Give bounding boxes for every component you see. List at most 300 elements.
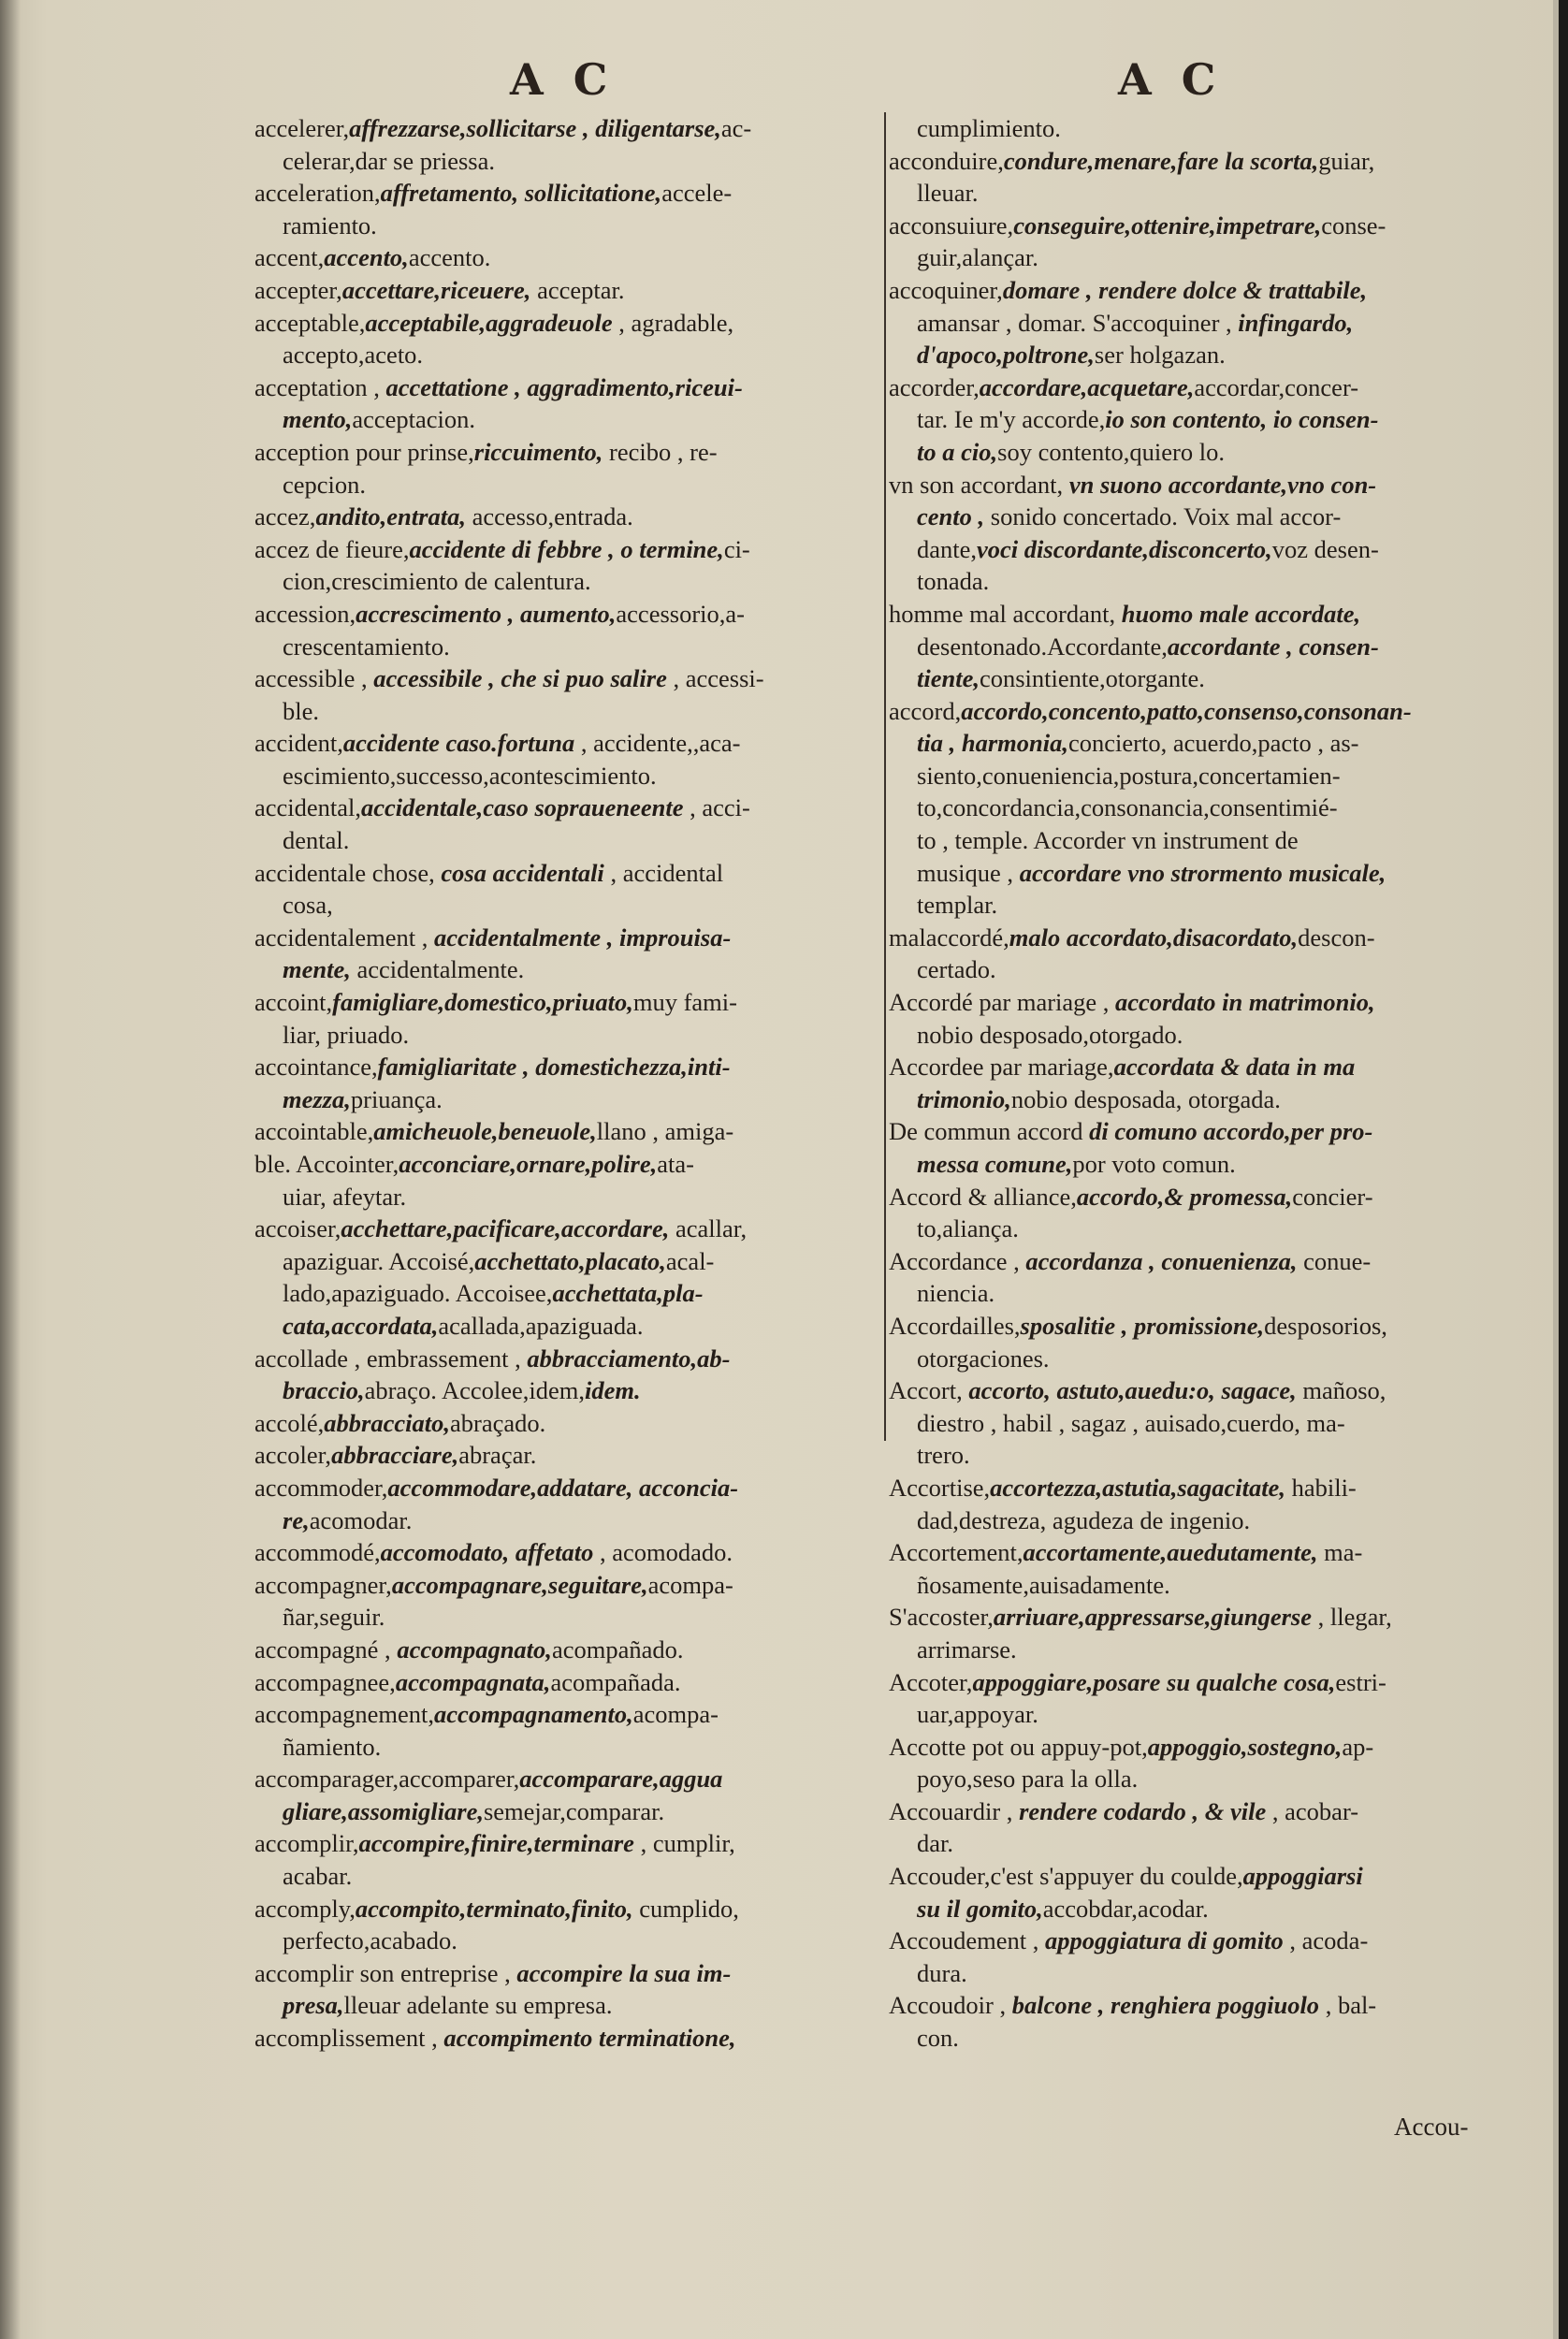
entry-text: acceptacion. (352, 405, 476, 434)
text-line (889, 1310, 1502, 1343)
entry-text: por voto comun. (1072, 1150, 1236, 1178)
entry-text: consintiente,otorgante. (979, 664, 1205, 693)
text-line (889, 1374, 1502, 1407)
text-line (889, 857, 1502, 890)
entry-text: cepcion. (283, 470, 367, 499)
entry-text: ap- (1342, 1732, 1374, 1761)
entry-text: mañoso, (1296, 1376, 1387, 1405)
text-line (254, 857, 881, 890)
italian-gloss: accordato in matrimonio, (1115, 988, 1375, 1017)
italian-gloss: accortamente,auedutamente, (1023, 1538, 1318, 1567)
entry-text: con. (917, 2024, 959, 2053)
italian-gloss: su il gomito, (917, 1894, 1043, 1923)
italian-gloss: acconciare,ornare,polire, (399, 1150, 658, 1178)
italian-gloss: cento , (917, 502, 985, 531)
italian-gloss: affrezzarse,sollicitarse , diligentarse, (349, 114, 721, 142)
entry-text: lado,apaziguado. Accoisee, (283, 1279, 553, 1308)
entry-text: accommodé, (254, 1538, 381, 1567)
entry-text: , agradable, (612, 308, 734, 337)
entry-text: dar. (917, 1829, 953, 1858)
entry-text: accomplissement , (254, 2024, 444, 2053)
italian-gloss: famigliare,domestico,priuato, (332, 988, 633, 1017)
text-line (254, 2022, 881, 2055)
entry-text: sonido concertado. Voix mal accor- (984, 502, 1342, 531)
entry-text: nobio desposado,otorgado. (917, 1020, 1183, 1049)
entry-text: accomplir, (254, 1829, 359, 1858)
italian-gloss: arriuare,appressarse,giungerse (993, 1603, 1313, 1632)
text-line (254, 1051, 881, 1083)
italian-gloss: appoggiare,posare su qualche cosa, (972, 1667, 1336, 1696)
italian-gloss: abbracciamento,ab- (527, 1344, 731, 1373)
italian-gloss: accidentale,caso sopraueneente (361, 793, 684, 822)
text-line (889, 436, 1502, 469)
text-line (889, 1407, 1502, 1440)
text-line (254, 1310, 881, 1343)
entry-text: nobio desposada, otorgada. (1010, 1084, 1281, 1113)
italian-gloss: d'apoco,poltrone, (917, 341, 1095, 370)
text-line (889, 2022, 1502, 2055)
italian-gloss: acchettare,pacificare,accordare, (341, 1214, 670, 1243)
italian-gloss: accortezza,astutia,sagacitate, (990, 1473, 1285, 1502)
entry-text: dad,destreza, agudeza de ingenio. (917, 1505, 1251, 1534)
italian-gloss: trimonio, (917, 1084, 1011, 1113)
entry-text: acabar. (283, 1862, 353, 1891)
entry-text: accident, (254, 729, 343, 758)
text-line (889, 1763, 1502, 1795)
gutter-shadow (0, 0, 21, 2339)
entry-text: conse- (1321, 211, 1387, 240)
entry-text: perfecto,acabado. (283, 1926, 457, 1955)
entry-text: accoint, (254, 988, 333, 1017)
italian-gloss: acchettata,pla- (552, 1279, 704, 1308)
entry-text: liar, priuado. (283, 1020, 410, 1049)
text-line (254, 1439, 881, 1472)
text-line (889, 631, 1502, 663)
text-line (889, 307, 1502, 340)
entry-text: accompagnee, (254, 1667, 396, 1696)
entry-text: ble. Accointer, (254, 1150, 399, 1178)
italian-gloss: accidente di febbre , o termine, (409, 534, 724, 563)
text-line (254, 1115, 881, 1148)
italian-gloss: tiente, (917, 664, 980, 693)
text-line (889, 177, 1502, 210)
entry-text: soy contento,quiero lo. (997, 437, 1225, 466)
italian-gloss: to a cio, (917, 437, 998, 466)
text-line (889, 1795, 1502, 1828)
text-line (254, 1374, 881, 1407)
text-line (254, 922, 881, 954)
entry-text: Accoudoir , (889, 1991, 1012, 2020)
entry-text: accommoder, (254, 1473, 388, 1502)
entry-text: acomodar. (309, 1505, 413, 1534)
entry-text: arrimarse. (917, 1634, 1017, 1663)
running-head-right: A C (1118, 54, 1224, 105)
text-line (254, 824, 881, 857)
entry-text: acceleration, (254, 179, 381, 208)
italian-gloss: accorto, astuto,auedu:o, sagace, (968, 1376, 1297, 1405)
italian-gloss: accompagnato, (397, 1634, 552, 1663)
text-line (889, 1698, 1502, 1731)
entry-text: Accordé par mariage , (889, 988, 1116, 1017)
text-line (889, 695, 1502, 728)
entry-text: cion,crescimiento de calentura. (283, 567, 591, 596)
running-head-left: A C (510, 54, 616, 105)
italian-gloss: accompito,terminato,finito, (355, 1894, 633, 1923)
entry-text: accointable, (254, 1117, 374, 1146)
entry-text: , llegar, (1312, 1603, 1392, 1632)
text-line (254, 889, 881, 922)
text-line (254, 403, 881, 436)
entry-text: acconduire, (889, 146, 1004, 175)
text-line (889, 501, 1502, 533)
text-line (889, 1472, 1502, 1504)
text-line (889, 1051, 1502, 1083)
entry-text: to,aliança. (917, 1214, 1019, 1243)
text-line (254, 1957, 881, 1990)
italian-gloss: accordata & data in ma (1113, 1053, 1356, 1082)
italian-gloss: famigliaritate , domestichezza,inti- (377, 1053, 731, 1082)
italian-gloss: mezza, (283, 1084, 351, 1113)
text-line (889, 112, 1502, 145)
entry-text: accorder, (889, 372, 980, 401)
text-line (254, 1795, 881, 1828)
entry-text: accidentale chose, (254, 858, 442, 887)
text-line (889, 274, 1502, 307)
text-line (889, 1666, 1502, 1699)
entry-text: , accidental (603, 858, 724, 887)
text-line (889, 1957, 1502, 1990)
entry-text: to , temple. Accorder vn instrument de (917, 826, 1299, 855)
entry-text: acceptable, (254, 308, 366, 337)
entry-text: , cumplir, (633, 1829, 735, 1858)
right-column (889, 112, 1502, 2055)
italian-gloss: tia , harmonia, (917, 729, 1068, 758)
text-line (254, 177, 881, 210)
entry-text: accompagner, (254, 1570, 392, 1599)
entry-text: ble. (283, 696, 319, 725)
entry-text: desentonado.Accordante, (917, 632, 1168, 661)
italian-gloss: riccuimento, (473, 437, 603, 466)
entry-text: siento,conueniencia,postura,concertamien- (917, 761, 1341, 790)
italian-gloss: cata,accordata, (283, 1311, 439, 1340)
entry-text: accordar,concer- (1194, 372, 1359, 401)
text-line (254, 565, 881, 598)
entry-text: dante, (917, 534, 978, 563)
italian-gloss: mente, (283, 955, 351, 984)
entry-text: recibo , re- (603, 437, 718, 466)
entry-text: cosa, (283, 891, 333, 920)
italian-gloss: domare , rendere dolce & trattabile, (1002, 275, 1368, 304)
entry-text: guir,alançar. (917, 243, 1038, 272)
entry-text: acompa- (632, 1700, 719, 1729)
entry-text: accez, (254, 502, 316, 531)
entry-text: acompañado. (551, 1634, 684, 1663)
text-line (254, 274, 881, 307)
text-line (889, 1536, 1502, 1569)
entry-text: vn son accordant, (889, 470, 1069, 499)
italian-gloss: accordo,& promessa, (1076, 1182, 1293, 1211)
entry-text: escimiento,successo,acontescimiento. (283, 761, 657, 790)
text-line (889, 986, 1502, 1019)
entry-text: uiar, afeytar. (283, 1182, 407, 1211)
text-line (254, 533, 881, 566)
entry-text: accompagnement, (254, 1700, 435, 1729)
entry-text: semejar,comparar. (483, 1796, 665, 1825)
entry-text: celerar,dar se priessa. (283, 146, 495, 175)
text-line (254, 1569, 881, 1602)
entry-text: acal- (665, 1246, 715, 1275)
italian-gloss: accomparare,aggua (519, 1765, 723, 1794)
entry-text: poyo,seso para la olla. (917, 1765, 1139, 1794)
italian-gloss: appoggio,sostegno, (1147, 1732, 1343, 1761)
italian-gloss: accordare vno strormento musicale, (1019, 858, 1387, 887)
text-line (889, 1343, 1502, 1375)
text-line (889, 889, 1502, 922)
entry-text: , acci- (683, 793, 750, 822)
italian-gloss: acceptabile,aggradeuole (365, 308, 613, 337)
entry-text: accoiser, (254, 1214, 341, 1243)
italian-gloss: voci discordante,disconcerto, (977, 534, 1272, 563)
entry-text: Accouardir , (889, 1796, 1020, 1825)
text-line (889, 1504, 1502, 1537)
entry-text: concierto, acuerdo,pacto , as- (1068, 729, 1359, 758)
text-line (889, 953, 1502, 986)
text-line (254, 1019, 881, 1052)
italian-gloss: accompagnare,seguitare, (391, 1570, 648, 1599)
text-line (254, 1763, 881, 1795)
text-line (889, 1277, 1502, 1310)
entry-text: ata- (657, 1150, 694, 1178)
text-line (254, 631, 881, 663)
text-line (889, 824, 1502, 857)
entry-text: conue- (1297, 1246, 1372, 1275)
text-line (254, 792, 881, 824)
text-line (254, 210, 881, 242)
italian-gloss: malo accordato,disacordato, (1009, 923, 1299, 952)
text-line (254, 1181, 881, 1213)
italian-gloss: accommodare,addatare, acconcia- (387, 1473, 739, 1502)
entry-text: , bal- (1319, 1991, 1377, 2020)
entry-text: llano , amiga- (596, 1117, 734, 1146)
entry-text: ñamiento. (283, 1732, 382, 1761)
text-line (889, 662, 1502, 695)
entry-text: accelerer, (254, 114, 350, 142)
italian-gloss: io son contento, io consen- (1105, 405, 1379, 434)
entry-text: tar. Ie m'y accorde, (917, 405, 1106, 434)
text-line (254, 1277, 881, 1310)
text-line (254, 339, 881, 371)
text-line (254, 1213, 881, 1245)
entry-text: voz desen- (1271, 534, 1379, 563)
entry-text: lleuar. (917, 179, 979, 208)
entry-text: concier- (1292, 1182, 1373, 1211)
entry-text: accent, (254, 243, 325, 272)
entry-text: acallar, (669, 1214, 748, 1243)
italian-gloss: accompire la sua im- (516, 1958, 732, 1987)
entry-text: dental. (283, 826, 350, 855)
text-line (254, 1472, 881, 1504)
italian-gloss: accettatione , aggradimento,riceui- (385, 372, 743, 401)
entry-text: abraçar. (458, 1441, 537, 1470)
entry-text: accolé, (254, 1408, 325, 1437)
italian-gloss: mento, (283, 405, 353, 434)
italian-gloss: amicheuole,beneuole, (373, 1117, 597, 1146)
text-line (254, 1634, 881, 1666)
italian-gloss: accompire,finire,terminare (358, 1829, 634, 1858)
italian-gloss: acchettato,placato, (474, 1246, 666, 1275)
entry-text: accessible , (254, 664, 374, 693)
entry-text: acompañada. (550, 1667, 681, 1696)
text-line (889, 210, 1502, 242)
entry-text: accele- (661, 179, 733, 208)
text-line (889, 1634, 1502, 1666)
scan-border (1559, 0, 1568, 2339)
text-line (889, 1893, 1502, 1925)
italian-gloss: abbracciare, (331, 1441, 459, 1470)
entry-text: ñar,seguir. (283, 1603, 385, 1632)
italian-gloss: huomo male accordate, (1121, 599, 1361, 628)
entry-text: uar,appoyar. (917, 1700, 1038, 1729)
entry-text: , acobar- (1266, 1796, 1359, 1825)
entry-text: accomply, (254, 1894, 356, 1923)
entry-text: Accotte pot ou appuy-pot, (889, 1732, 1148, 1761)
text-line (254, 469, 881, 501)
entry-text: Accord & alliance, (889, 1182, 1077, 1211)
italian-gloss: accettare,riceuere, (341, 275, 531, 304)
text-line (254, 1148, 881, 1181)
entry-text: cumplimiento. (917, 114, 1061, 142)
text-line (254, 1989, 881, 2022)
entry-text: crescentamiento. (283, 632, 450, 661)
entry-text: accepto,aceto. (283, 341, 424, 370)
italian-gloss: accessibile , che si puo salire (373, 664, 667, 693)
italian-gloss: accidente caso.fortuna (342, 729, 575, 758)
text-line (254, 598, 881, 631)
text-line (889, 565, 1502, 598)
entry-text: accomparager,accomparer, (254, 1765, 520, 1794)
entry-text: Accortement, (889, 1538, 1024, 1567)
text-line (254, 662, 881, 695)
entry-text: amansar , domar. S'accoquiner , (917, 308, 1239, 337)
entry-text: , accessi- (666, 664, 764, 693)
text-line (889, 1148, 1502, 1181)
entry-text: trero. (917, 1441, 970, 1470)
entry-text: Accordance , (889, 1246, 1026, 1275)
text-line (889, 469, 1502, 501)
text-line (889, 1860, 1502, 1893)
entry-text: accepter, (254, 275, 342, 304)
text-line (889, 598, 1502, 631)
entry-text: ac- (720, 114, 752, 142)
italian-gloss: vn suono accordante,vno con- (1068, 470, 1377, 499)
entry-text: accessorio,a- (616, 599, 745, 628)
italian-gloss: presa, (283, 1991, 344, 2020)
text-line (254, 1731, 881, 1764)
entry-text: Accort, (889, 1376, 969, 1405)
text-line (889, 1213, 1502, 1245)
entry-text: acallada,apaziguada. (438, 1311, 644, 1340)
italian-gloss: idem. (585, 1376, 641, 1405)
text-line (889, 1569, 1502, 1602)
italian-gloss: balcone , renghiera poggiuolo (1011, 1991, 1320, 2020)
text-line (254, 1666, 881, 1699)
entry-text: accobdar,acodar. (1042, 1894, 1209, 1923)
italian-gloss: accidentalmente , improuisa- (434, 923, 732, 952)
entry-text: dura. (917, 1958, 967, 1987)
italian-gloss: cosa accidentali (441, 858, 604, 887)
text-line (254, 371, 881, 404)
entry-text: acconsuiure, (889, 211, 1014, 240)
text-line (254, 1925, 881, 1957)
text-line (889, 533, 1502, 566)
italian-gloss: condure,menare,fare la scorta, (1003, 146, 1319, 175)
entry-text: to,concordancia,consonancia,consentimié- (917, 793, 1338, 822)
entry-text: accidentalmente. (350, 955, 525, 984)
entry-text: estri- (1335, 1667, 1387, 1696)
entry-text: ci- (723, 534, 750, 563)
text-line (254, 1601, 881, 1634)
italian-gloss: accrescimento , aumento, (356, 599, 617, 628)
italian-gloss: appoggiatura di gomito (1045, 1926, 1284, 1955)
entry-text: Accordee par mariage, (889, 1053, 1114, 1082)
italian-gloss: accompagnamento, (434, 1700, 633, 1729)
text-line (889, 1601, 1502, 1634)
entry-text: accidentalement , (254, 923, 435, 952)
left-column (254, 112, 881, 2055)
text-line (254, 436, 881, 469)
text-line (254, 953, 881, 986)
text-line (254, 1893, 881, 1925)
entry-text: , accidente,,aca- (574, 729, 741, 758)
text-line (889, 145, 1502, 178)
entry-text: De commun accord (889, 1117, 1090, 1146)
entry-text: desposorios, (1264, 1311, 1387, 1340)
italian-gloss: accordante , consen- (1167, 632, 1379, 661)
entry-text: acceptar. (530, 275, 625, 304)
entry-text: , acomodado. (593, 1538, 733, 1567)
text-line (254, 501, 881, 533)
entry-text: accez de fieure, (254, 534, 410, 563)
entry-text: habili- (1285, 1473, 1357, 1502)
entry-text: acception pour prinse, (254, 437, 474, 466)
text-line (889, 1019, 1502, 1052)
text-line (889, 727, 1502, 760)
entry-text: abraçado. (449, 1408, 546, 1437)
italian-gloss: accomodato, affetato (380, 1538, 594, 1567)
entry-text: acceptation , (254, 372, 386, 401)
text-line (254, 1860, 881, 1893)
text-line (254, 1827, 881, 1860)
text-line (254, 986, 881, 1019)
text-line (254, 695, 881, 728)
italian-gloss: accordare,acquetare, (979, 372, 1195, 401)
entry-text: accesso,entrada. (465, 502, 633, 531)
entry-text: musique , (917, 858, 1020, 887)
italian-gloss: braccio, (283, 1376, 365, 1405)
text-line (889, 1439, 1502, 1472)
entry-text: apaziguar. Accoisé, (283, 1246, 475, 1275)
text-line (254, 1083, 881, 1116)
entry-text: malaccordé, (889, 923, 1009, 952)
entry-text: templar. (917, 891, 998, 920)
text-line (889, 1925, 1502, 1957)
text-line (254, 1245, 881, 1278)
text-line (254, 760, 881, 792)
italian-gloss: abbracciato, (324, 1408, 450, 1437)
text-line (889, 1989, 1502, 2022)
text-line (889, 1827, 1502, 1860)
catchword: Accou- (1394, 2113, 1469, 2141)
